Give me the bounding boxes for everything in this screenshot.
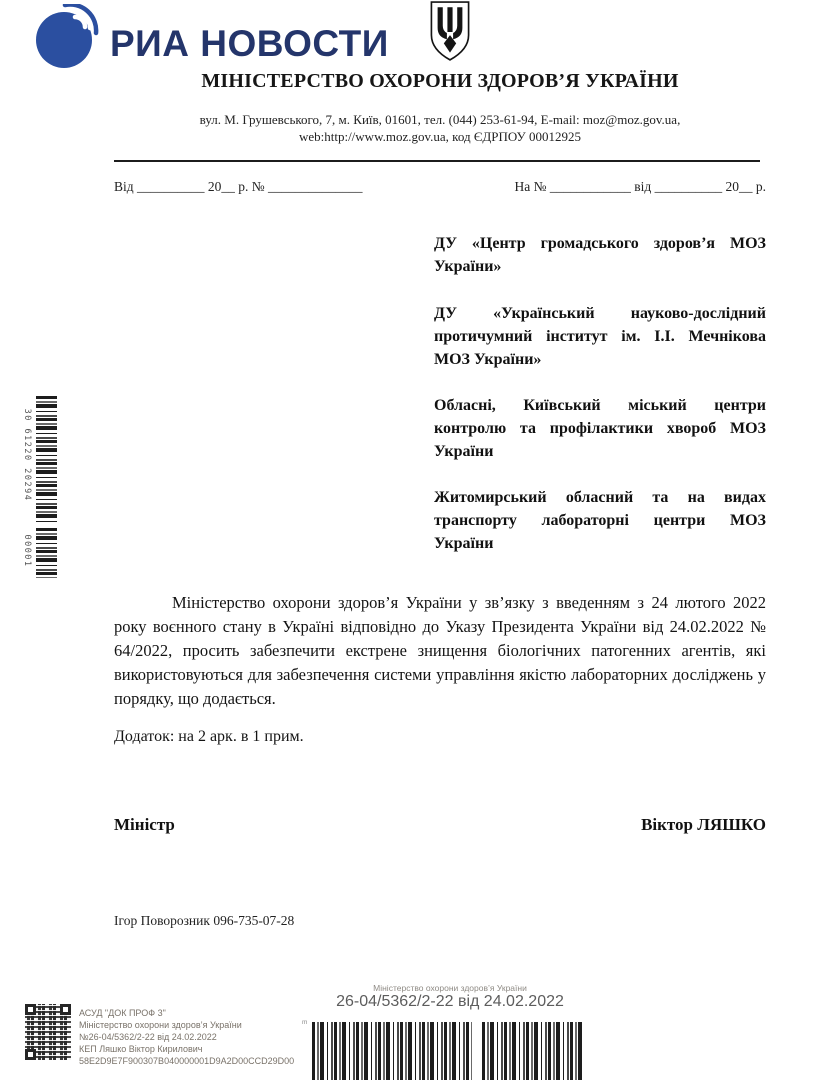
side-barcode-upper-digits: 30 61220 20294	[22, 408, 32, 502]
side-barcode-lower	[36, 528, 57, 578]
signer-position: Міністр	[114, 815, 175, 834]
stamp-signature-hash: 58E2D9E7F900307B040000001D9A2D00CCD29D00	[79, 1056, 295, 1066]
bottom-barcode-group-2	[482, 1022, 582, 1080]
barcode-side-mark: m	[302, 1019, 308, 1026]
signer-name: Віктор ЛЯШКО	[641, 815, 766, 834]
incoming-ref-blank: На № ____________ від __________ 20__ р.	[514, 179, 766, 194]
stamp-org-name: Міністерство охорони здоров’я України	[79, 1020, 242, 1030]
registration-stamp-left	[79, 1007, 294, 1067]
ria-novosti-wordmark: РИА НОВОСТИ	[110, 22, 389, 64]
reference-line	[114, 179, 766, 195]
ministry-title: МІНІСТЕРСТВО ОХОРОНИ ЗДОРОВ’Я УКРАЇНИ	[201, 70, 679, 92]
stamp-signer-kep: КЕП Ляшко Віктор Кирилович	[79, 1044, 203, 1054]
qr-finder-icon	[25, 1004, 36, 1015]
barcode-stamp-org: Міністерство охорони здоров’я України	[373, 983, 527, 993]
ria-novosti-logo	[34, 4, 389, 75]
globe-icon	[34, 4, 100, 75]
executor-contact: Ігор Поворозник 096-735-07-28	[114, 913, 295, 928]
signature-row	[114, 815, 766, 835]
stamp-system-name: АСУД "ДОК ПРОФ 3"	[79, 1008, 166, 1018]
ukraine-trident-icon	[426, 0, 474, 69]
stamp-doc-number: №26-04/5362/2-22 від 24.02.2022	[79, 1032, 217, 1042]
side-barcode-lower-digits: 00001	[22, 534, 32, 568]
recipient-3: Обласні, Київський міський центри контролю та профілактики хвороб МОЗ України	[434, 397, 766, 460]
qr-finder-icon	[25, 1049, 36, 1060]
recipient-2: ДУ «Український науково-дослідний протичумний інститут ім. І.І. Мечнікова МОЗ України»	[434, 305, 766, 368]
ministry-address	[124, 112, 756, 145]
address-line-2: web:http://www.moz.gov.ua, код ЄДРПОУ 00012925	[298, 128, 582, 144]
recipient-4: Житомирський обласний та на видах транспорту лабораторні центри МОЗ України	[434, 489, 766, 552]
outgoing-ref-blank: Від __________ 20__ р. № ______________	[114, 179, 363, 194]
qr-code	[25, 1004, 71, 1060]
address-line-1: вул. М. Грушевського, 7, м. Київ, 01601, тел. (044) 253-61-94, E-mail: moz@moz.gov.ua,	[199, 112, 681, 127]
qr-finder-icon	[60, 1004, 71, 1015]
body-paragraph: Міністерство охорони здоров’я України у зв’язку з введенням з 24 лютого 2022 року воєнного стану в Україні відповідно до Указу Президента України від 24.02.2022 № 64/2022, просить забезпечити екстрене знищення біологічних патогенних агентів, які використовуються для забезпечення системи управління якістю лабораторних досліджень у порядку, що додається.	[114, 593, 766, 708]
header-divider	[114, 160, 760, 162]
bottom-barcode-group-1	[312, 1022, 472, 1080]
recipient-1: ДУ «Центр громадського здоров’я МОЗ України»	[434, 235, 766, 275]
side-barcode-upper	[36, 396, 57, 522]
attachment-note: Додаток: на 2 арк. в 1 прим.	[114, 728, 304, 745]
barcode-stamp-number: 26-04/5362/2-22 від 24.02.2022	[336, 993, 564, 1010]
